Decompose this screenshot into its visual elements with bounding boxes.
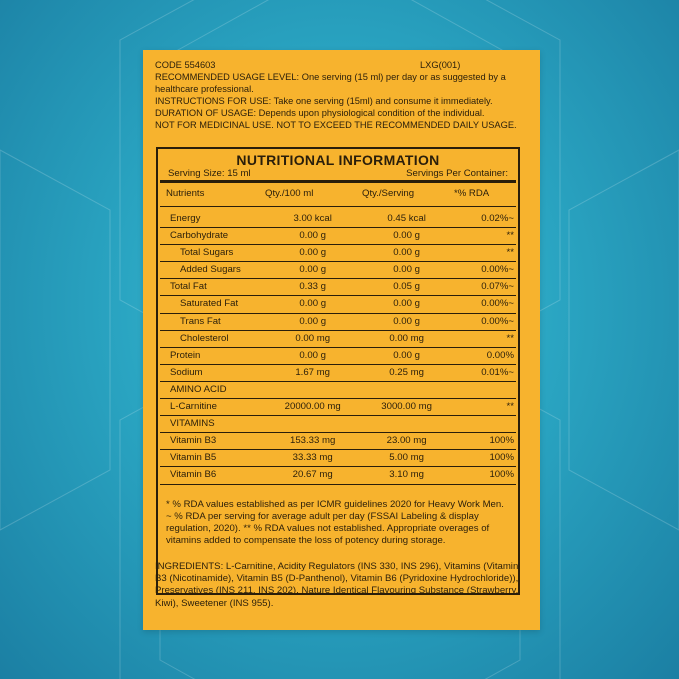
table-row (160, 433, 516, 450)
header-per-serving: Qty./Serving (362, 188, 415, 199)
qty-per-100: 0.00 g (299, 298, 327, 310)
nutrition-rows (160, 211, 516, 485)
qty-per-100: 0.00 g (299, 315, 327, 327)
header-per-100: Qty./100 ml (265, 188, 314, 199)
duration: DURATION OF USAGE: Depends upon physiological condition of the individual. (155, 108, 485, 119)
nutrient-name: Vitamin B6 (170, 469, 217, 481)
rda-value: 0.00%~ (481, 315, 514, 327)
table-header (160, 187, 516, 207)
rda-value: ** (506, 332, 514, 344)
table-row (160, 228, 516, 245)
nutrient-name: Carbohydrate (170, 230, 229, 242)
qty-per-serving: 0.00 g (393, 247, 420, 259)
rda-value: 0.02%~ (481, 213, 514, 224)
section-row-amino-acid (160, 382, 516, 399)
nutrient-name: Sodium (170, 366, 203, 378)
table-row (160, 450, 516, 467)
nutrient-name: Energy (170, 213, 201, 224)
section-name: VITAMINS (170, 418, 215, 430)
serving-size: Serving Size: 15 ml (168, 168, 251, 179)
product-code: CODE 554603 (155, 60, 216, 70)
table-row (160, 314, 516, 331)
rda-value: 100% (489, 469, 514, 481)
qty-per-serving: 23.00 mg (386, 435, 427, 447)
nutrient-name: Cholesterol (180, 332, 229, 344)
qty-per-100: 0.00 g (299, 264, 327, 276)
table-row (160, 262, 516, 279)
qty-per-serving: 3.10 mg (389, 469, 424, 481)
ingredients-list: INGREDIENTS: L-Carnitine, Acidity Regulators (INS 330, INS 296), Vitamins (Vitamin B3 (Nicotinamide), Vitamin B5 (D-Panthenol), Vitamin B6 (Pyridoxine Hydrochloride)), Preservatives (INS 211, INS 202), Nature Identical Flavouring Substance (Strawberry, Kiwi), Sweetener (INS 955). (155, 561, 519, 609)
table-row (160, 365, 516, 382)
nutrient-name: Saturated Fat (180, 298, 239, 310)
table-row (160, 467, 516, 484)
rda-value: 100% (489, 452, 514, 464)
qty-per-serving: 5.00 mg (389, 452, 424, 464)
rda-value: 100% (489, 435, 514, 447)
header-rda: *% RDA (454, 188, 490, 199)
qty-per-serving: 0.05 g (393, 281, 420, 293)
section-name: AMINO ACID (170, 383, 227, 395)
nutrient-name: Vitamin B5 (170, 452, 217, 464)
product-label (143, 50, 540, 630)
table-row (160, 296, 516, 313)
nutrition-title: NUTRITIONAL INFORMATION (236, 152, 440, 168)
qty-per-serving: 0.00 g (393, 349, 420, 361)
qty-per-serving: 0.00 mg (389, 332, 424, 344)
nutrient-name: Vitamin B3 (170, 435, 217, 447)
section-row-vitamins (160, 416, 516, 433)
table-row (160, 399, 516, 416)
rda-value: ** (506, 247, 514, 259)
qty-per-serving: 3000.00 mg (381, 401, 432, 413)
nutrition-facts-box (156, 147, 520, 595)
nutrient-name: Added Sugars (180, 264, 241, 276)
nutrient-name: Protein (170, 349, 201, 361)
rda-value: 0.07%~ (481, 281, 514, 293)
qty-per-serving: 0.00 g (393, 264, 420, 276)
label-header (155, 59, 535, 132)
qty-per-serving: 0.45 kcal (387, 213, 426, 224)
serving-info (160, 168, 516, 183)
table-row (160, 331, 516, 348)
qty-per-serving: 0.00 g (393, 230, 420, 242)
rda-value: 0.00%~ (481, 264, 514, 276)
nutrient-name: Trans Fat (180, 315, 221, 327)
qty-per-100: 3.00 kcal (293, 213, 332, 224)
rda-value: ** (506, 401, 514, 413)
qty-per-100: 20.67 mg (292, 469, 333, 481)
not-medicinal-warning: NOT FOR MEDICINAL USE. NOT TO EXCEED THE RECOMMENDED DAILY USAGE. (155, 120, 517, 131)
qty-per-100: 0.00 mg (295, 332, 331, 344)
rda-value: 0.00% (486, 349, 514, 361)
qty-per-100: 0.33 g (299, 281, 327, 293)
table-row (160, 211, 516, 228)
qty-per-100: 33.33 mg (292, 452, 333, 464)
servings-per-container: Servings Per Container: (406, 168, 508, 179)
qty-per-100: 0.00 g (299, 349, 327, 361)
qty-per-100: 0.00 g (299, 230, 327, 242)
nutrient-name: L-Carnitine (170, 401, 217, 413)
qty-per-100: 1.67 mg (295, 366, 330, 378)
header-nutrients: Nutrients (166, 188, 205, 199)
qty-per-100: 0.00 g (299, 247, 327, 259)
qty-per-100: 20000.00 mg (284, 401, 341, 413)
usage-level: RECOMMENDED USAGE LEVEL: One serving (15 ml) per day or as suggested by a healthcare professional. (155, 72, 506, 95)
rda-value: 0.01%~ (481, 366, 514, 378)
table-row (160, 348, 516, 365)
table-row (160, 245, 516, 262)
rda-value: ** (506, 230, 514, 242)
rda-value: 0.00%~ (481, 298, 514, 310)
instructions: INSTRUCTIONS FOR USE: Take one serving (15ml) and consume it immediately. (155, 96, 493, 107)
nutrient-name: Total Fat (170, 281, 207, 293)
table-row (160, 279, 516, 296)
qty-per-100: 153.33 mg (290, 435, 336, 447)
lot-code: LXG(001) (420, 60, 461, 70)
qty-per-serving: 0.00 g (393, 315, 420, 327)
nutrient-name: Total Sugars (180, 247, 234, 259)
qty-per-serving: 0.00 g (393, 298, 420, 310)
qty-per-serving: 0.25 mg (389, 366, 424, 378)
rda-footnote: * % RDA values established as per ICMR guidelines 2020 for Heavy Work Men. ~ % RDA per serving for average adult per day (FSSAI Labeling & display regulation, 2020). ** % RDA values not established. Appropriate overages of vitamins added to compensate the loss of potency during storage. (166, 498, 504, 546)
